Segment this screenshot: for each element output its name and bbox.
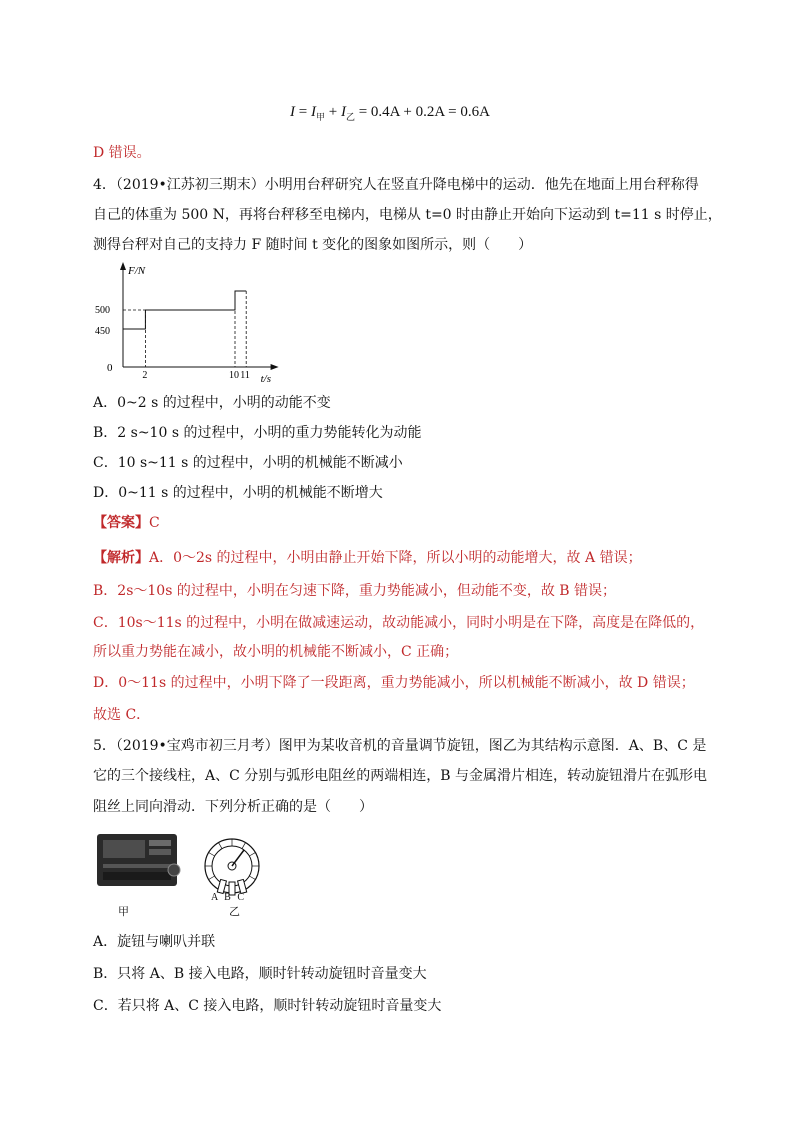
q4-option-a: A．0~2 s 的过程中，小明的动能不变 <box>93 395 331 411</box>
fig-yi-label: 乙 <box>229 905 240 918</box>
formula-eq: = <box>298 104 308 120</box>
x-axis-arrow <box>271 364 279 370</box>
analysis-text-1: A．0～2s 的过程中，小明由静止开始下降，所以小明的动能增大，故 A 错误； <box>149 550 642 566</box>
formula-rhs: = 0.4A + 0.2A = 0.6A <box>358 104 490 120</box>
radio-bottom <box>103 872 171 880</box>
q4-analysis-line6: 故选 C． <box>93 707 151 723</box>
d-wrong-text: D 错误。 <box>93 145 151 161</box>
formula-sub2: 乙 <box>345 112 355 122</box>
x-tick-2: 2 <box>142 370 148 381</box>
formula-i2: I <box>340 104 346 120</box>
q5-option-a: A．旋钮与喇叭并联 <box>93 934 216 950</box>
answer-tag: 【答案】 <box>93 515 149 531</box>
q5-option-c: C．若只将 A、C 接入电路，顺时针转动旋钮时音量变大 <box>93 998 442 1014</box>
q4-option-b: B．2 s~10 s 的过程中，小明的重力势能转化为动能 <box>93 425 422 441</box>
q4-answer <box>93 513 160 533</box>
x-tick-10: 10 <box>229 370 239 381</box>
y-axis-label: F/N <box>128 265 146 277</box>
answer-value: C <box>149 515 160 531</box>
radio-button-row <box>149 840 171 846</box>
x-axis-label: t/s <box>260 373 272 385</box>
analysis-tag: 【解析】 <box>93 550 149 566</box>
formula-i1: I <box>310 104 316 120</box>
q5-stem-line1: 5．（2019•宝鸡市初三月考）图甲为某收音机的音量调节旋钮，图乙为其结构示意图．A、B、C 是 <box>93 738 707 754</box>
formula-lhs: I <box>290 104 295 120</box>
y-axis-arrow <box>120 262 126 270</box>
q4-option-c: C．10 s~11 s 的过程中，小明的机械能不断减小 <box>93 455 403 471</box>
radio-display <box>103 840 145 858</box>
y-tick-450: 450 <box>95 326 110 337</box>
q4-stem-line2: 自己的体重为 500 N，再将台秤移至电梯内，电梯从 t=0 时由静止开始向下运动到 t=11 s 时停止， <box>93 207 722 223</box>
q4-analysis-line4: 所以重力势能在减小，故小明的机械能不断减小，C 正确； <box>93 644 459 660</box>
volume-knob-icon <box>168 864 180 876</box>
q5-stem-line3: 阻丝上同向滑动．下列分析正确的是（ ） <box>93 799 373 815</box>
radio-button-row-2 <box>149 849 171 855</box>
origin-label: 0 <box>107 362 113 374</box>
q4-stem-line1: 4．（2019•江苏初三期末）小明用台秤研究人在竖直升降电梯中的运动．他先在地面上用台秤称得 <box>93 177 699 193</box>
q4-analysis-line3: C．10s～11s 的过程中，小明在做减速运动，故动能减小，同时小明是在下降，高度是在降低的， <box>93 615 705 631</box>
q4-option-d: D．0~11 s 的过程中，小明的机械能不断增大 <box>93 485 383 501</box>
q5-option-b: B．只将 A、B 接入电路，顺时针转动旋钮时音量变大 <box>93 966 427 982</box>
x-tick-11: 11 <box>240 370 250 381</box>
q4-stem-line3: 测得台秤对自己的支持力 F 随时间 t 变化的图象如图所示，则（ ） <box>93 237 533 253</box>
formula-sub1: 甲 <box>315 112 325 122</box>
radio-speaker-grille <box>103 864 171 868</box>
formula-plus: + <box>328 104 338 120</box>
terminal-labels: A B C <box>211 892 247 903</box>
q4-analysis-line5: D．0～11s 的过程中，小明下降了一段距离，重力势能减小，所以机械能不断减小，故 D 错误； <box>93 675 695 691</box>
q4-analysis-line1 <box>93 548 642 568</box>
q5-stem-line2: 它的三个接线柱，A、C 分别与弧形电阻丝的两端相连，B 与金属滑片相连，转动旋钮滑片在弧形电 <box>93 768 708 784</box>
current-formula <box>290 104 490 123</box>
slider-wiper <box>232 850 244 866</box>
y-tick-500: 500 <box>95 305 110 316</box>
radio-photo <box>95 830 185 895</box>
force-series-line <box>123 291 246 329</box>
force-time-chart <box>95 262 285 387</box>
fig-jia-label: 甲 <box>118 905 129 918</box>
q4-analysis-line2: B．2s～10s 的过程中，小明在匀速下降，重力势能减小，但动能不变，故 B 错误； <box>93 583 617 599</box>
